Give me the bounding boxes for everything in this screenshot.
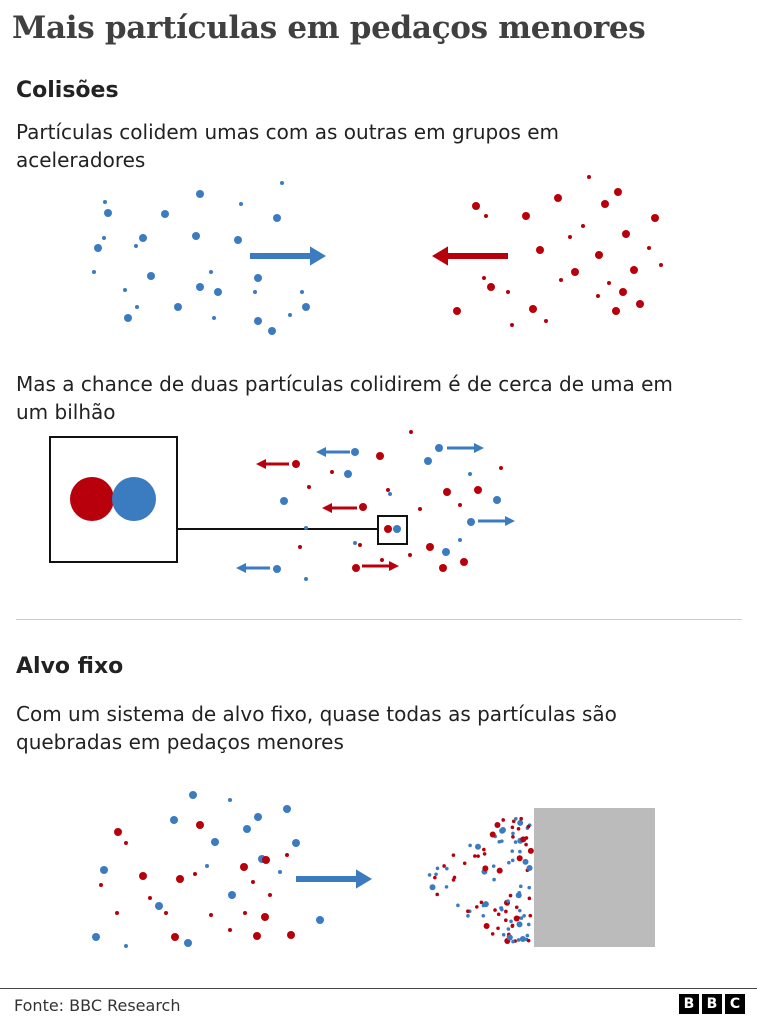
red-particle	[595, 251, 603, 259]
red-particle	[636, 300, 644, 308]
blue-arrow-right-head	[505, 516, 515, 526]
red-particle	[472, 202, 480, 210]
blue-particle	[170, 816, 178, 824]
red-particle	[453, 307, 461, 315]
blue-arrow-right-head	[474, 443, 484, 453]
blue-fragment	[518, 893, 522, 897]
blue-particle	[424, 457, 432, 465]
red-particle	[439, 564, 447, 572]
red-particle	[458, 503, 462, 507]
red-particle	[506, 290, 510, 294]
red-particle	[647, 246, 651, 250]
blue-fragment	[468, 844, 472, 848]
blue-particle	[174, 303, 182, 311]
blue-fragment	[483, 901, 489, 907]
blue-particle	[304, 577, 308, 581]
collision-highlight-box	[378, 516, 407, 544]
blue-particle	[135, 305, 139, 309]
red-particle	[571, 268, 579, 276]
blue-particle	[211, 838, 219, 846]
red-arrow-left-head	[322, 503, 332, 513]
blue-particle	[302, 303, 310, 311]
red-particle	[487, 283, 495, 291]
red-particle	[587, 175, 591, 179]
blue-particle	[351, 448, 359, 456]
red-particle	[292, 460, 300, 468]
red-fragment	[524, 843, 528, 847]
red-fragment	[504, 910, 508, 914]
blue-fragment	[527, 923, 531, 927]
blue-particle	[467, 518, 475, 526]
red-fragment	[484, 923, 490, 929]
red-particle	[554, 194, 562, 202]
red-fragment	[442, 864, 446, 868]
collisions-heading: Colisões	[16, 78, 119, 103]
blue-particle	[458, 538, 462, 542]
bbc-logo-letter: B	[702, 994, 722, 1014]
blue-fragment	[517, 921, 523, 927]
blue-particle	[254, 813, 262, 821]
red-particle	[287, 931, 295, 939]
red-arrow-right-head	[389, 561, 399, 571]
red-particle	[601, 200, 609, 208]
red-fragment	[473, 854, 477, 858]
red-arrow-left-head	[432, 246, 448, 265]
blue-particle	[212, 316, 216, 320]
red-fragment	[497, 912, 501, 916]
red-arrow-left	[256, 459, 289, 469]
red-particle	[209, 913, 213, 917]
blue-fragment	[428, 873, 432, 877]
red-fragment	[483, 852, 487, 856]
blue-particle	[192, 232, 200, 240]
red-particle	[619, 288, 627, 296]
bbc-logo-letter: C	[725, 994, 745, 1014]
red-particle	[268, 893, 272, 897]
red-fragment	[528, 914, 532, 918]
red-fragment	[501, 818, 505, 822]
red-particle	[522, 212, 530, 220]
blue-particle	[92, 933, 100, 941]
blue-fragment	[481, 914, 485, 918]
blue-fragment	[434, 872, 438, 876]
red-fragment	[517, 855, 523, 861]
red-particle	[529, 305, 537, 313]
blue-fragment	[445, 885, 449, 889]
red-particle	[253, 932, 261, 940]
blue-particle	[184, 939, 192, 947]
red-fragment	[433, 876, 437, 880]
blue-particle	[155, 902, 163, 910]
red-particle	[596, 294, 600, 298]
blue-fragment	[502, 933, 506, 937]
red-fragment	[528, 897, 532, 901]
blue-particle	[239, 202, 243, 206]
blue-particle	[280, 497, 288, 505]
red-particle	[164, 911, 168, 915]
red-fragment	[435, 893, 439, 897]
blue-particle	[273, 214, 281, 222]
red-particle	[262, 856, 270, 864]
blue-particle	[228, 798, 232, 802]
red-fragment	[475, 905, 479, 909]
red-fragment	[482, 865, 488, 871]
red-particle	[482, 276, 486, 280]
blue-particle	[388, 492, 392, 496]
red-particle	[607, 281, 611, 285]
blue-particle	[214, 288, 222, 296]
red-fragment	[490, 831, 496, 837]
blue-fragment	[509, 920, 513, 924]
red-particle	[484, 214, 488, 218]
blue-fragment	[511, 859, 515, 863]
blue-arrow-right-head	[310, 246, 326, 265]
collision-blue-particle	[393, 525, 401, 533]
red-particle	[358, 543, 362, 547]
red-fragment	[494, 822, 500, 828]
bbc-logo-letter: B	[679, 994, 699, 1014]
blue-particle	[124, 944, 128, 948]
red-fragment	[527, 939, 531, 943]
blue-fragment	[507, 935, 513, 941]
red-particle	[228, 928, 232, 932]
source-credit: Fonte: BBC Research	[14, 996, 181, 1015]
red-particle	[285, 853, 289, 857]
red-fragment	[511, 924, 515, 928]
red-particle	[352, 564, 360, 572]
blue-arrow-right	[296, 869, 372, 888]
fixed-target-description-line-1: Com um sistema de alvo fixo, quase todas as partículas são	[16, 702, 617, 726]
red-fragment	[509, 894, 513, 898]
blue-fragment	[475, 844, 481, 850]
red-particle	[474, 486, 482, 494]
blue-particle	[292, 839, 300, 847]
blue-fragment	[520, 936, 526, 942]
blue-particle	[139, 234, 147, 242]
blue-particle	[134, 244, 138, 248]
page-title: Mais partículas em pedaços menores	[12, 10, 646, 46]
blue-fragment	[519, 885, 523, 889]
red-particle	[418, 507, 422, 511]
red-particle	[614, 188, 622, 196]
red-fragment	[514, 916, 520, 922]
red-particle	[544, 319, 548, 323]
red-fragment	[525, 836, 529, 840]
red-fragment	[528, 848, 534, 854]
blue-fragment	[514, 817, 518, 821]
red-fragment	[497, 868, 503, 874]
red-arrow-right	[362, 561, 399, 571]
red-fragment	[515, 905, 519, 909]
blue-fragment	[500, 827, 506, 833]
red-fragment	[496, 926, 500, 930]
blue-particle	[196, 190, 204, 198]
blue-particle	[124, 314, 132, 322]
red-arrow-left	[432, 246, 508, 265]
blue-fragment	[499, 906, 503, 910]
blue-fragment	[511, 832, 515, 836]
red-particle	[426, 543, 434, 551]
blue-fragment	[522, 914, 526, 918]
red-particle	[536, 246, 544, 254]
blue-particle	[189, 791, 197, 799]
red-particle	[568, 235, 572, 239]
red-particle	[499, 466, 503, 470]
red-particle	[380, 558, 384, 562]
blue-particle	[205, 864, 209, 868]
red-particle	[359, 503, 367, 511]
blue-particle	[468, 472, 472, 476]
blue-arrow-left-head	[236, 563, 246, 573]
red-fragment	[527, 825, 531, 829]
red-arrow-left-head	[256, 459, 266, 469]
blue-particle	[288, 313, 292, 317]
blue-particle	[442, 548, 450, 556]
red-fragment	[476, 854, 480, 858]
red-particle	[630, 266, 638, 274]
blue-fragment	[500, 839, 504, 843]
blue-particle	[278, 870, 282, 874]
collisions-description-line-2: aceleradores	[16, 148, 146, 172]
red-particle	[460, 558, 468, 566]
blue-particle	[304, 526, 308, 530]
collisions-illustration	[92, 175, 663, 335]
red-particle	[622, 230, 630, 238]
blue-particle	[161, 210, 169, 218]
collision-red-particle	[384, 525, 392, 533]
red-fragment	[463, 862, 467, 866]
blue-fragment	[518, 850, 522, 854]
footer-divider	[0, 988, 757, 989]
zoom-red-particle	[70, 477, 114, 521]
red-particle	[114, 828, 122, 836]
blue-arrow-left	[236, 563, 270, 573]
red-particle	[261, 913, 269, 921]
blue-fragment	[527, 865, 533, 871]
red-fragment	[517, 827, 521, 831]
red-particle	[510, 323, 514, 327]
blue-arrow-right	[250, 246, 326, 265]
blue-fragment	[430, 884, 436, 890]
red-fragment	[511, 835, 515, 839]
blue-particle	[94, 244, 102, 252]
zoom-blue-particle	[112, 477, 156, 521]
red-fragment	[480, 901, 484, 905]
blue-fragment	[517, 938, 521, 942]
blue-fragment	[527, 886, 531, 890]
red-particle	[307, 485, 311, 489]
red-particle	[581, 224, 585, 228]
red-particle	[659, 263, 663, 267]
red-particle	[651, 214, 659, 222]
blue-particle	[254, 317, 262, 325]
red-particle	[193, 872, 197, 876]
red-particle	[559, 278, 563, 282]
red-fragment	[466, 909, 470, 913]
red-particle	[251, 880, 255, 884]
red-fragment	[453, 876, 457, 880]
blue-fragment	[507, 927, 511, 931]
blue-fragment	[466, 914, 470, 918]
blue-particle	[196, 283, 204, 291]
blue-particle	[344, 470, 352, 478]
blue-particle	[228, 891, 236, 899]
fixed-target-heading: Alvo fixo	[16, 654, 124, 679]
red-particle	[612, 307, 620, 315]
red-particle	[171, 933, 179, 941]
blue-arrow-right-head	[356, 869, 372, 888]
blue-particle	[104, 209, 112, 217]
blue-particle	[102, 236, 106, 240]
blue-fragment	[526, 934, 530, 938]
red-particle	[196, 821, 204, 829]
blue-particle	[243, 825, 251, 833]
red-particle	[99, 883, 103, 887]
chance-illustration	[50, 430, 515, 581]
blue-particle	[147, 272, 155, 280]
blue-fragment	[445, 867, 449, 871]
blue-arrow-right	[478, 516, 515, 526]
blue-particle	[353, 541, 357, 545]
blue-fragment	[518, 909, 522, 913]
red-particle	[298, 545, 302, 549]
bbc-logo	[679, 994, 745, 1014]
blue-particle	[268, 327, 276, 335]
blue-fragment	[492, 864, 496, 868]
blue-fragment	[511, 940, 515, 944]
red-particle	[409, 430, 413, 434]
blue-arrow-left-head	[316, 447, 326, 457]
red-particle	[124, 841, 128, 845]
blue-particle	[92, 270, 96, 274]
blue-particle	[280, 181, 284, 185]
chance-description-line-2: um bilhão	[16, 400, 116, 424]
red-particle	[176, 875, 184, 883]
red-particle	[386, 488, 390, 492]
red-particle	[139, 872, 147, 880]
red-arrow-left	[322, 503, 357, 513]
blue-particle	[103, 200, 107, 204]
blue-particle	[493, 496, 501, 504]
blue-particle	[253, 290, 257, 294]
blue-particle	[254, 274, 262, 282]
chance-description-line-1: Mas a chance de duas partículas colidirem é de cerca de uma em	[16, 372, 673, 396]
fixed-target	[534, 808, 655, 947]
blue-particle	[100, 866, 108, 874]
blue-fragment	[523, 859, 529, 865]
blue-particle	[234, 236, 242, 244]
fixed-target-description-line-2: quebradas em pedaços menores	[16, 730, 344, 754]
blue-particle	[283, 805, 291, 813]
red-fragment	[493, 908, 497, 912]
red-particle	[376, 452, 384, 460]
red-particle	[148, 896, 152, 900]
blue-particle	[300, 290, 304, 294]
red-fragment	[452, 853, 456, 857]
red-particle	[115, 911, 119, 915]
red-fragment	[511, 825, 515, 829]
red-fragment	[519, 817, 523, 821]
red-particle	[408, 553, 412, 557]
blue-arrow-right	[447, 443, 484, 453]
blue-fragment	[506, 899, 510, 903]
red-fragment	[504, 918, 508, 922]
blue-particle	[316, 916, 324, 924]
collisions-description-line-1: Partículas colidem umas com as outras em grupos em	[16, 120, 560, 144]
blue-fragment	[436, 867, 440, 871]
blue-particle	[273, 565, 281, 573]
blue-particle	[435, 444, 443, 452]
red-particle	[330, 470, 334, 474]
blue-arrow-left	[316, 447, 350, 457]
blue-fragment	[517, 820, 523, 826]
blue-fragment	[510, 849, 514, 853]
red-particle	[240, 863, 248, 871]
blue-particle	[209, 270, 213, 274]
blue-particle	[123, 288, 127, 292]
red-particle	[243, 911, 247, 915]
blue-fragment	[456, 904, 460, 908]
red-particle	[443, 488, 451, 496]
fixed-target-illustration	[92, 791, 655, 948]
blue-fragment	[514, 840, 518, 844]
red-fragment	[491, 932, 495, 936]
blue-fragment	[507, 861, 511, 865]
blue-fragment	[492, 878, 496, 882]
red-fragment	[482, 848, 486, 852]
